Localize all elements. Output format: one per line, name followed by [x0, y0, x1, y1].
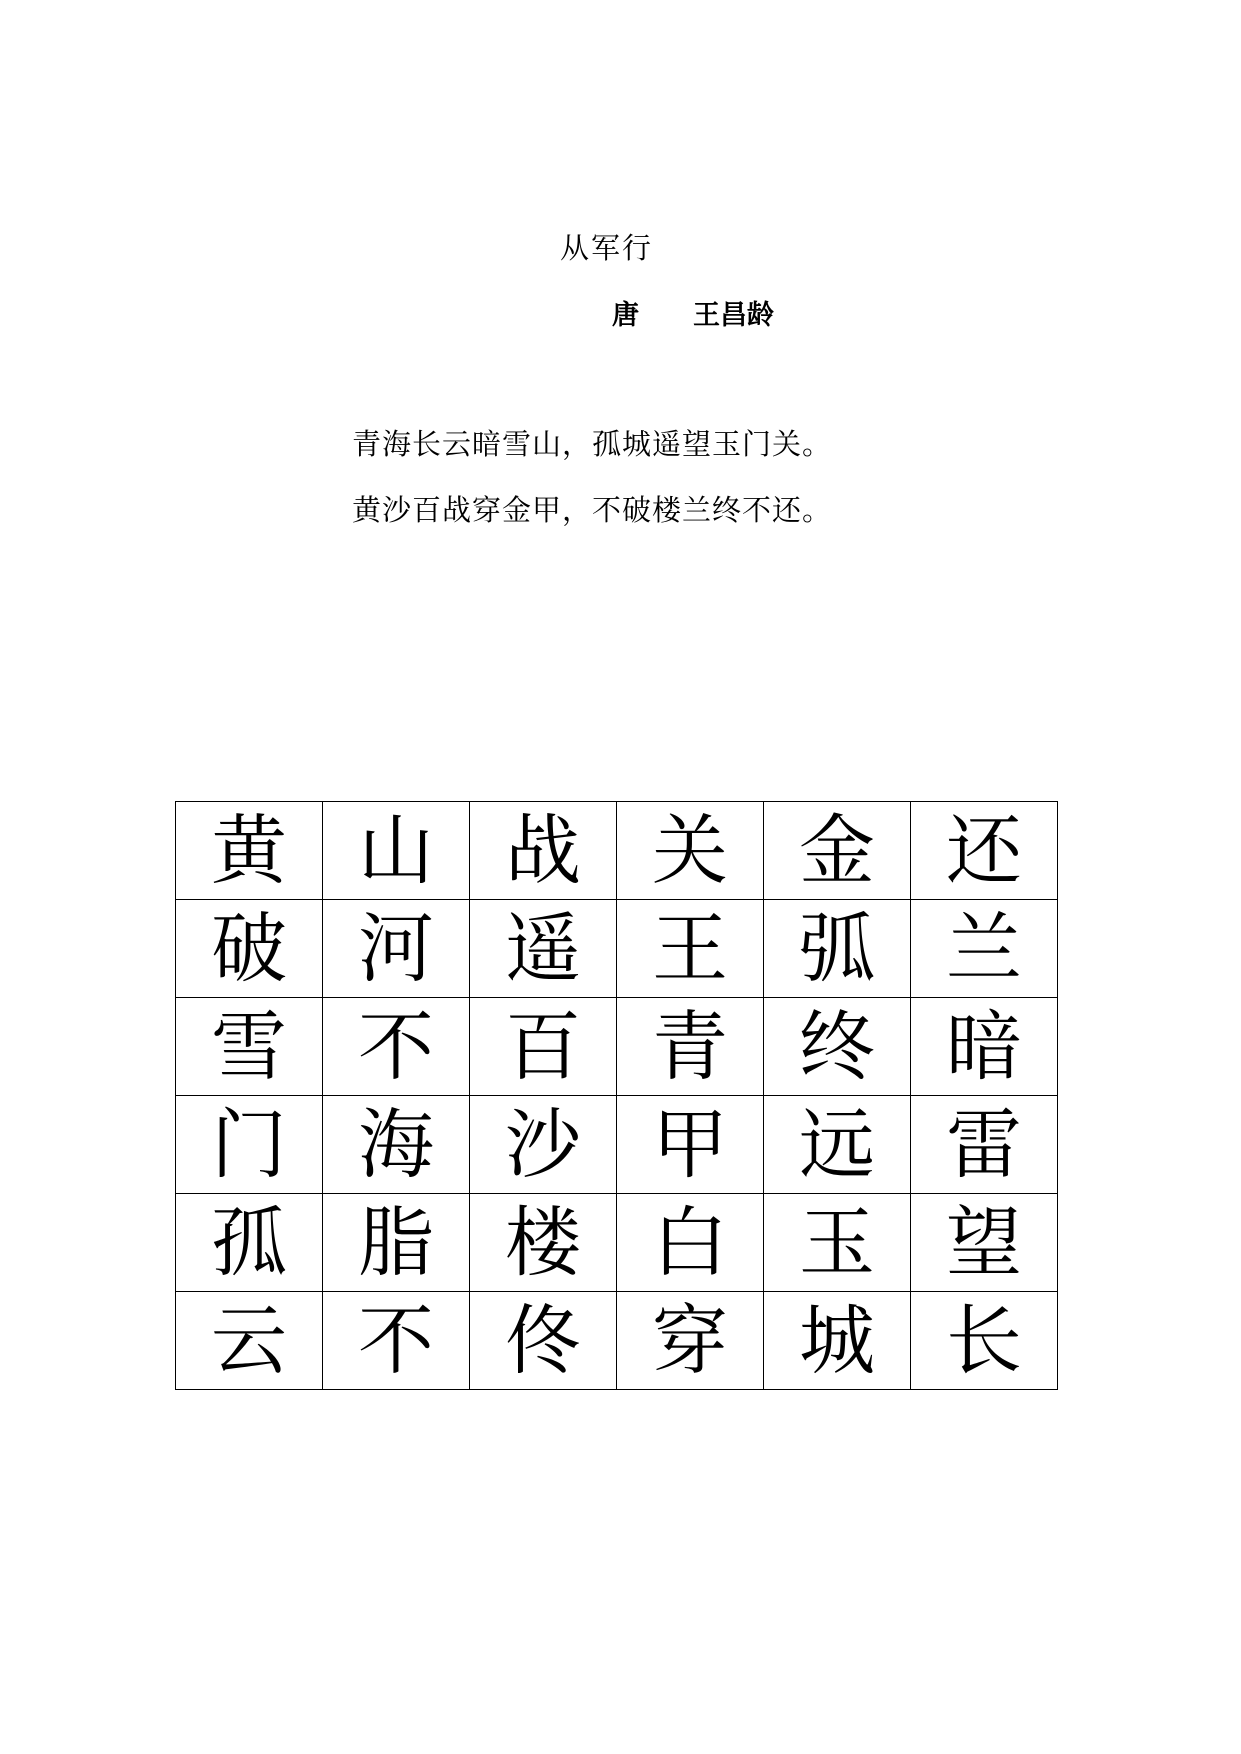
- grid-cell: 雪: [176, 998, 323, 1096]
- poem-body: [352, 424, 832, 556]
- grid-cell: 关: [617, 802, 764, 900]
- grid-cell: 望: [911, 1194, 1058, 1292]
- grid-cell: 弧: [764, 900, 911, 998]
- grid-cell: 海: [323, 1096, 470, 1194]
- poem-line: 青海长云暗雪山，孤城遥望玉门关。: [352, 427, 833, 461]
- grid-cell: 不: [323, 998, 470, 1096]
- grid-cell: 破: [176, 900, 323, 998]
- grid-cell: 玉: [764, 1194, 911, 1292]
- grid-cell: 沙: [470, 1096, 617, 1194]
- grid-cell: 遥: [470, 900, 617, 998]
- grid-cell: 孤: [176, 1194, 323, 1292]
- grid-row: [176, 1096, 1058, 1194]
- grid-cell: 金: [764, 802, 911, 900]
- grid-cell: 甲: [617, 1096, 764, 1194]
- grid-cell: 云: [176, 1292, 323, 1390]
- grid-cell: 穿: [617, 1292, 764, 1390]
- grid-cell: 山: [323, 802, 470, 900]
- grid-cell: 脂: [323, 1194, 470, 1292]
- grid-cell: 河: [323, 900, 470, 998]
- poem-title: 从军行: [560, 231, 654, 265]
- grid-row: [176, 802, 1058, 900]
- grid-cell: 王: [617, 900, 764, 998]
- grid-cell: 远: [764, 1096, 911, 1194]
- grid-cell: 还: [911, 802, 1058, 900]
- grid-row: [176, 1292, 1058, 1390]
- grid-cell: 青: [617, 998, 764, 1096]
- grid-cell: 百: [470, 998, 617, 1096]
- grid-cell: 黄: [176, 802, 323, 900]
- grid-row: [176, 900, 1058, 998]
- grid-cell: 不: [323, 1292, 470, 1390]
- grid-cell: 长: [911, 1292, 1058, 1390]
- grid-cell: 门: [176, 1096, 323, 1194]
- character-grid: [175, 801, 1058, 1390]
- grid-cell: 终: [764, 998, 911, 1096]
- grid-cell: 雷: [911, 1096, 1058, 1194]
- poem-dynasty: 唐: [612, 300, 639, 331]
- grid-cell: 佟: [470, 1292, 617, 1390]
- author-line: [612, 296, 774, 336]
- grid-cell: 暗: [911, 998, 1058, 1096]
- poem-author: 王昌龄: [693, 300, 774, 331]
- grid-row: [176, 998, 1058, 1096]
- grid-row: [176, 1194, 1058, 1292]
- poem-line: 黄沙百战穿金甲，不破楼兰终不还。: [352, 493, 833, 527]
- grid-cell: 城: [764, 1292, 911, 1390]
- grid-cell: 兰: [911, 900, 1058, 998]
- grid-cell: 楼: [470, 1194, 617, 1292]
- grid-cell: 战: [470, 802, 617, 900]
- grid-cell: 白: [617, 1194, 764, 1292]
